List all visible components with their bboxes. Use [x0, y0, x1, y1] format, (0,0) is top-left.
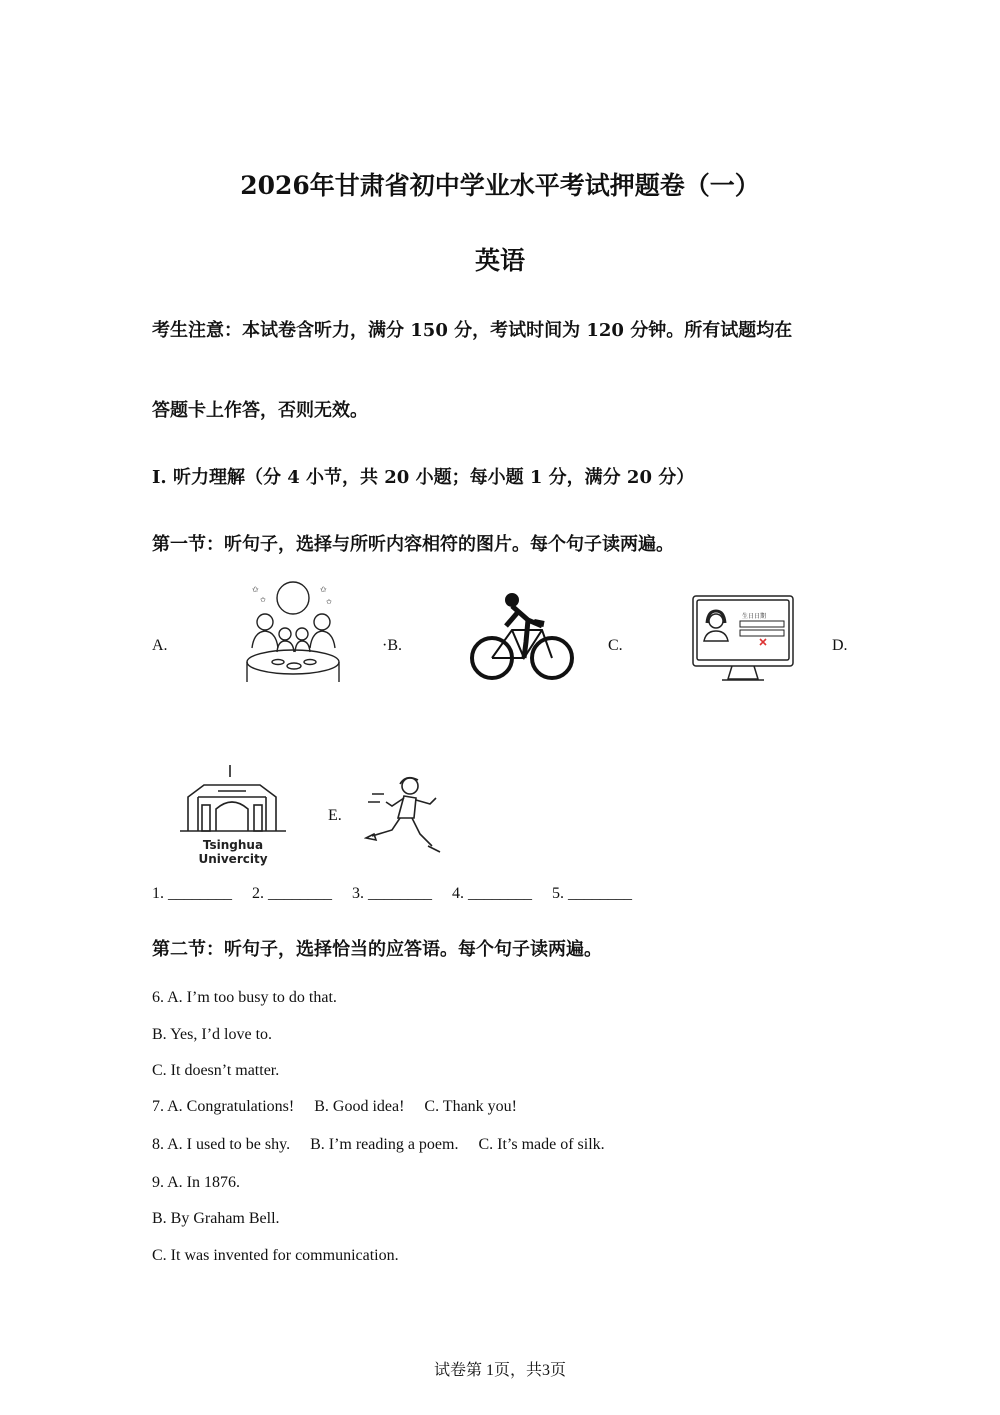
section2-heading: 第二节：听句子，选择恰当的应答语。每个句子读两遍。: [152, 939, 602, 960]
option-a-label: A.: [152, 637, 168, 654]
q8-options: 8. A. I used to be shy. B. I’m reading a poem. C. It’s made of silk.: [152, 1136, 605, 1153]
online-form-monitor-icon: [692, 595, 794, 683]
q9-option-c: C. It was invented for communication.: [152, 1247, 399, 1264]
answer-blanks: [152, 885, 648, 903]
svg-text:✩: ✩: [320, 585, 327, 594]
q9-option-a: 9. A. In 1876.: [152, 1174, 240, 1191]
blank-1[interactable]: 1. ________: [152, 885, 232, 902]
q7-options: 7. A. Congratulations! B. Good idea! C. Thank you!: [152, 1098, 517, 1115]
svg-text:✩: ✩: [260, 596, 266, 604]
running-boy-icon: [364, 774, 446, 858]
option-b-label: ·B.: [382, 637, 402, 654]
option-e-label: E.: [328, 807, 342, 824]
blank-3[interactable]: 3. ________: [352, 885, 432, 902]
blank-2[interactable]: 2. ________: [252, 885, 332, 902]
q6-option-a: 6. A. I’m too busy to do that.: [152, 989, 337, 1006]
svg-text:✩: ✩: [326, 598, 332, 606]
blank-5[interactable]: 5. ________: [552, 885, 632, 902]
option-c-label: C.: [608, 637, 623, 654]
form-label: 生日日期: [742, 613, 767, 620]
page-footer: 试卷第 1页，共3页: [433, 1362, 566, 1379]
subject-title: 英语: [474, 246, 525, 275]
part1-heading: Ⅰ. 听力理解（分 4 小节，共 20 小题；每小题 1 分，满分 20 分）: [152, 467, 695, 488]
exam-title: 2026年甘肃省初中学业水平考试押题卷（一）: [240, 171, 760, 200]
section1-heading: 第一节：听句子，选择与所听内容相符的图片。每个句子读两遍。: [152, 534, 674, 555]
family-moon-dinner-icon: [238, 578, 344, 684]
notice-line-1: 考生注意：本试卷含听力，满分 150 分，考试时间为 120 分钟。所有试题均在: [152, 320, 793, 341]
cyclist-icon: [468, 590, 574, 684]
blank-4[interactable]: 4. ________: [452, 885, 532, 902]
tsinghua-caption: Tsinghua Univercity: [198, 838, 268, 866]
q6-option-b: B. Yes, I’d love to.: [152, 1026, 273, 1043]
q9-option-b: B. By Graham Bell.: [152, 1210, 280, 1227]
option-d-label: D.: [832, 637, 848, 654]
svg-text:✩: ✩: [252, 585, 259, 594]
q6-option-c: C. It doesn’t matter.: [152, 1062, 280, 1079]
notice-line-2: 答题卡上作答，否则无效。: [152, 400, 368, 421]
